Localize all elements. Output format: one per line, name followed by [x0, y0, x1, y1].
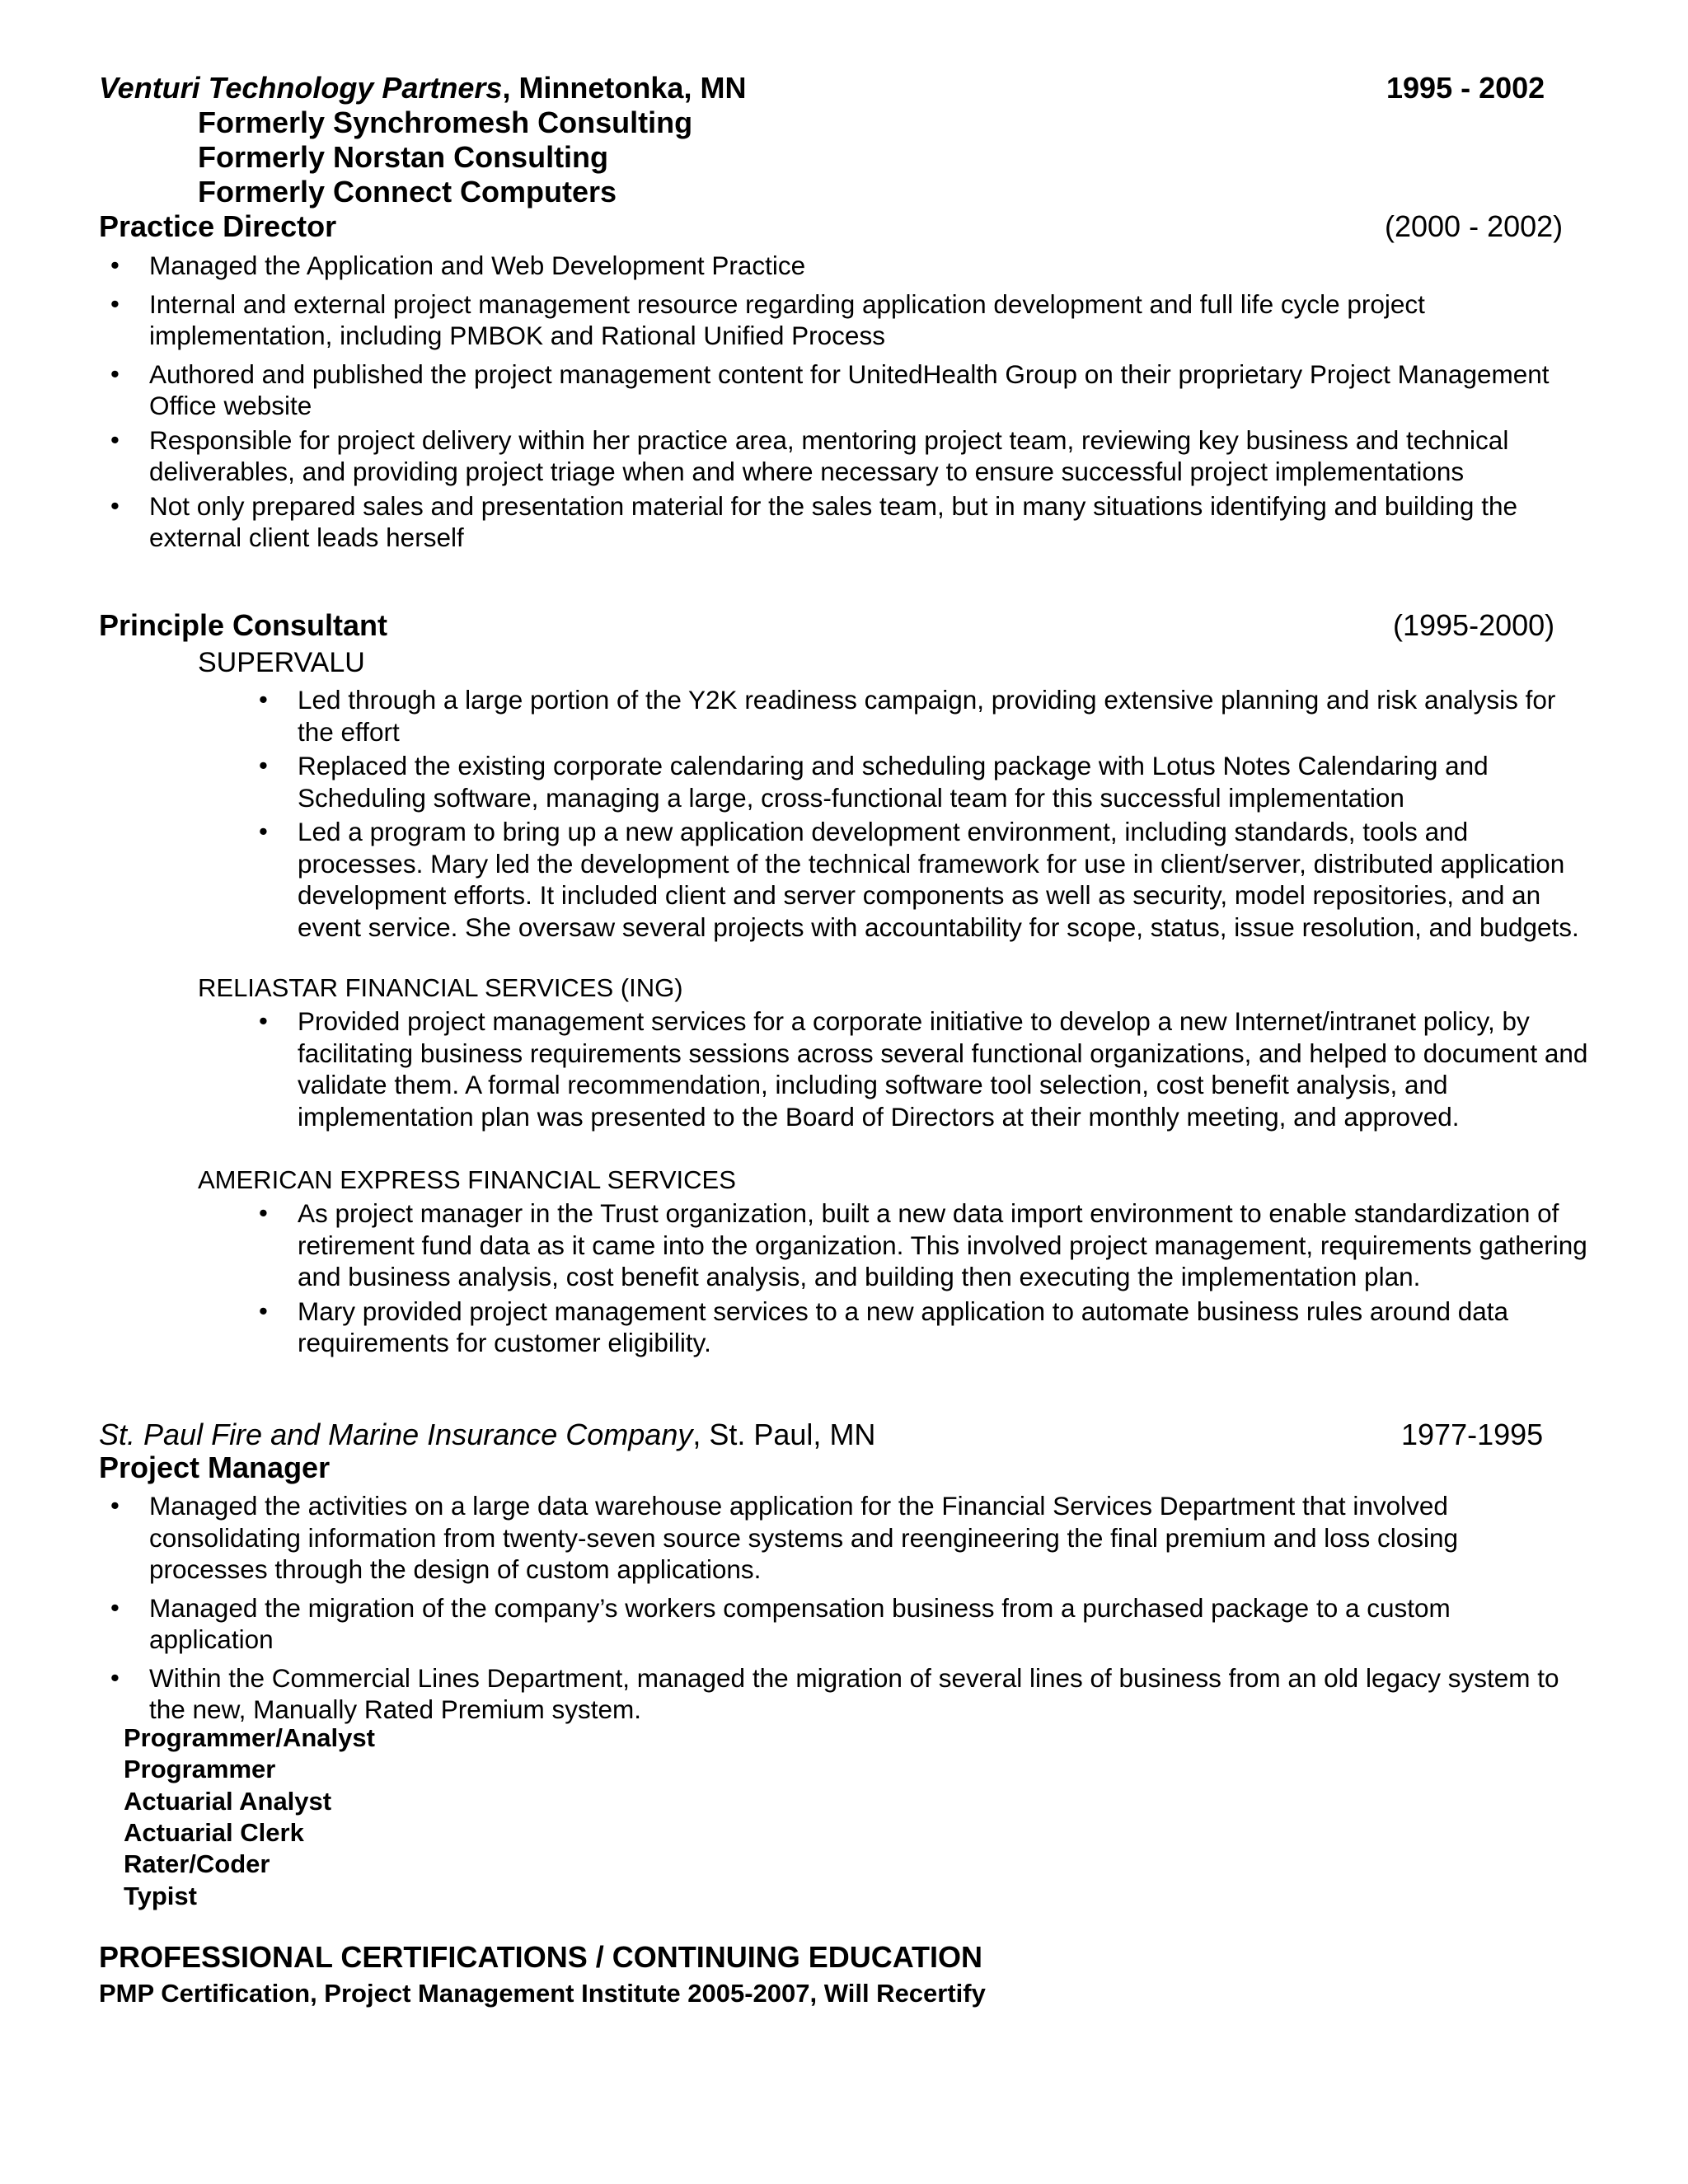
- reliastar-bullets: [247, 1005, 1591, 1132]
- job1-dates: 1995 - 2002: [1386, 71, 1545, 105]
- project-manager-bullets: [99, 1490, 1574, 1726]
- prior-title: Rater/Coder: [124, 1849, 270, 1878]
- prior-title: Actuarial Analyst: [124, 1787, 332, 1816]
- client-reliastar: RELIASTAR FINANCIAL SERVICES (ING): [198, 973, 683, 1002]
- prior-title: Programmer: [124, 1755, 276, 1783]
- list-item: • Led through a large portion of the Y2K readiness campaign, providing extensive planning and risk analysis for the effort: [247, 684, 1591, 748]
- job1-formerly-3: Formerly Connect Computers: [198, 175, 617, 209]
- job2-company: St. Paul Fire and Marine Insurance Company: [99, 1418, 693, 1451]
- american-express-bullets: [247, 1197, 1591, 1359]
- role-title-practice-director: Practice Director: [99, 209, 337, 243]
- job1-employer: [99, 71, 746, 105]
- job2-employer: [99, 1418, 875, 1452]
- job1-company: Venturi Technology Partners: [99, 71, 503, 105]
- client-american-express: AMERICAN EXPRESS FINANCIAL SERVICES: [198, 1165, 736, 1194]
- list-item: • Managed the migration of the company’s workers compensation business from a purchased package to a custom application: [99, 1592, 1574, 1656]
- list-item: • Replaced the existing corporate calendaring and scheduling package with Lotus Notes Calendaring and Scheduling software, managing a large, cross-functional team for this successful implementation: [247, 750, 1591, 813]
- role-title-project-manager: Project Manager: [99, 1451, 331, 1484]
- list-item: • Provided project management services for a corporate initiative to develop a new Internet/intranet policy, by facilitating business requirements sessions across several functional organizations, and helped to document and validate them. A formal recommendation, including software tool selection, cost benefit analysis, and implementation plan was presented to the Board of Directors at their monthly meeting, and approved.: [247, 1005, 1591, 1132]
- job1-formerly-1: Formerly Synchromesh Consulting: [198, 105, 693, 139]
- list-item: • Responsible for project delivery within her practice area, mentoring project team, reviewing key business and technical deliverables, and providing project triage when and where necessary to ensure successful project implementations: [99, 424, 1574, 488]
- certification-item: PMP Certification, Project Management Institute 2005-2007, Will Recertify: [99, 1979, 986, 2008]
- prior-title: Programmer/Analyst: [124, 1723, 375, 1752]
- list-item: • Managed the Application and Web Development Practice: [99, 250, 1574, 282]
- list-item: • Internal and external project management resource regarding application development and full life cycle project implementation, including PMBOK and Rational Unified Process: [99, 288, 1574, 352]
- job1-formerly-2: Formerly Norstan Consulting: [198, 140, 609, 174]
- job1-location: , Minnetonka, MN: [502, 71, 747, 105]
- list-item: • Mary provided project management services to a new application to automate business rules around data requirements for customer eligibility.: [247, 1296, 1591, 1359]
- supervalu-bullets: [247, 684, 1591, 943]
- client-supervalu: SUPERVALU: [198, 647, 365, 678]
- certifications-heading: PROFESSIONAL CERTIFICATIONS / CONTINUING EDUCATION: [99, 1940, 983, 1974]
- prior-title: Typist: [124, 1882, 197, 1910]
- role-title-principle-consultant: Principle Consultant: [99, 608, 388, 642]
- list-item: • As project manager in the Trust organization, built a new data import environment to enable standardization of retirement fund data as it came into the organization. This involved project management, requirements gathering and business analysis, cost benefit analysis, and building then executing the implementation plan.: [247, 1197, 1591, 1293]
- list-item: • Not only prepared sales and presentation material for the sales team, but in many situations identifying and building the external client leads herself: [99, 490, 1574, 554]
- list-item: • Managed the activities on a large data warehouse application for the Financial Services Department that involved consolidating information from twenty-seven source systems and reengineering the final premium and loss closing processes through the design of custom applications.: [99, 1490, 1574, 1586]
- list-item: • Within the Commercial Lines Department, managed the migration of several lines of business from an old legacy system to the new, Manually Rated Premium system.: [99, 1662, 1574, 1726]
- role-dates-practice-director: (2000 - 2002): [1385, 209, 1564, 243]
- job2-dates: 1977-1995: [1401, 1418, 1544, 1451]
- prior-title: Actuarial Clerk: [124, 1818, 304, 1847]
- practice-director-bullets: [99, 250, 1574, 554]
- job2-location: , St. Paul, MN: [692, 1418, 876, 1451]
- role-dates-principle-consultant: (1995-2000): [1393, 608, 1555, 642]
- list-item: • Authored and published the project management content for UnitedHealth Group on their proprietary Project Management Office website: [99, 359, 1574, 422]
- list-item: • Led a program to bring up a new application development environment, including standards, tools and processes. Mary led the development of the technical framework for use in client/server, distributed application development efforts. It included client and server components as well as security, model repositories, and an event service. She oversaw several projects with accountability for scope, status, issue resolution, and budgets.: [247, 816, 1591, 943]
